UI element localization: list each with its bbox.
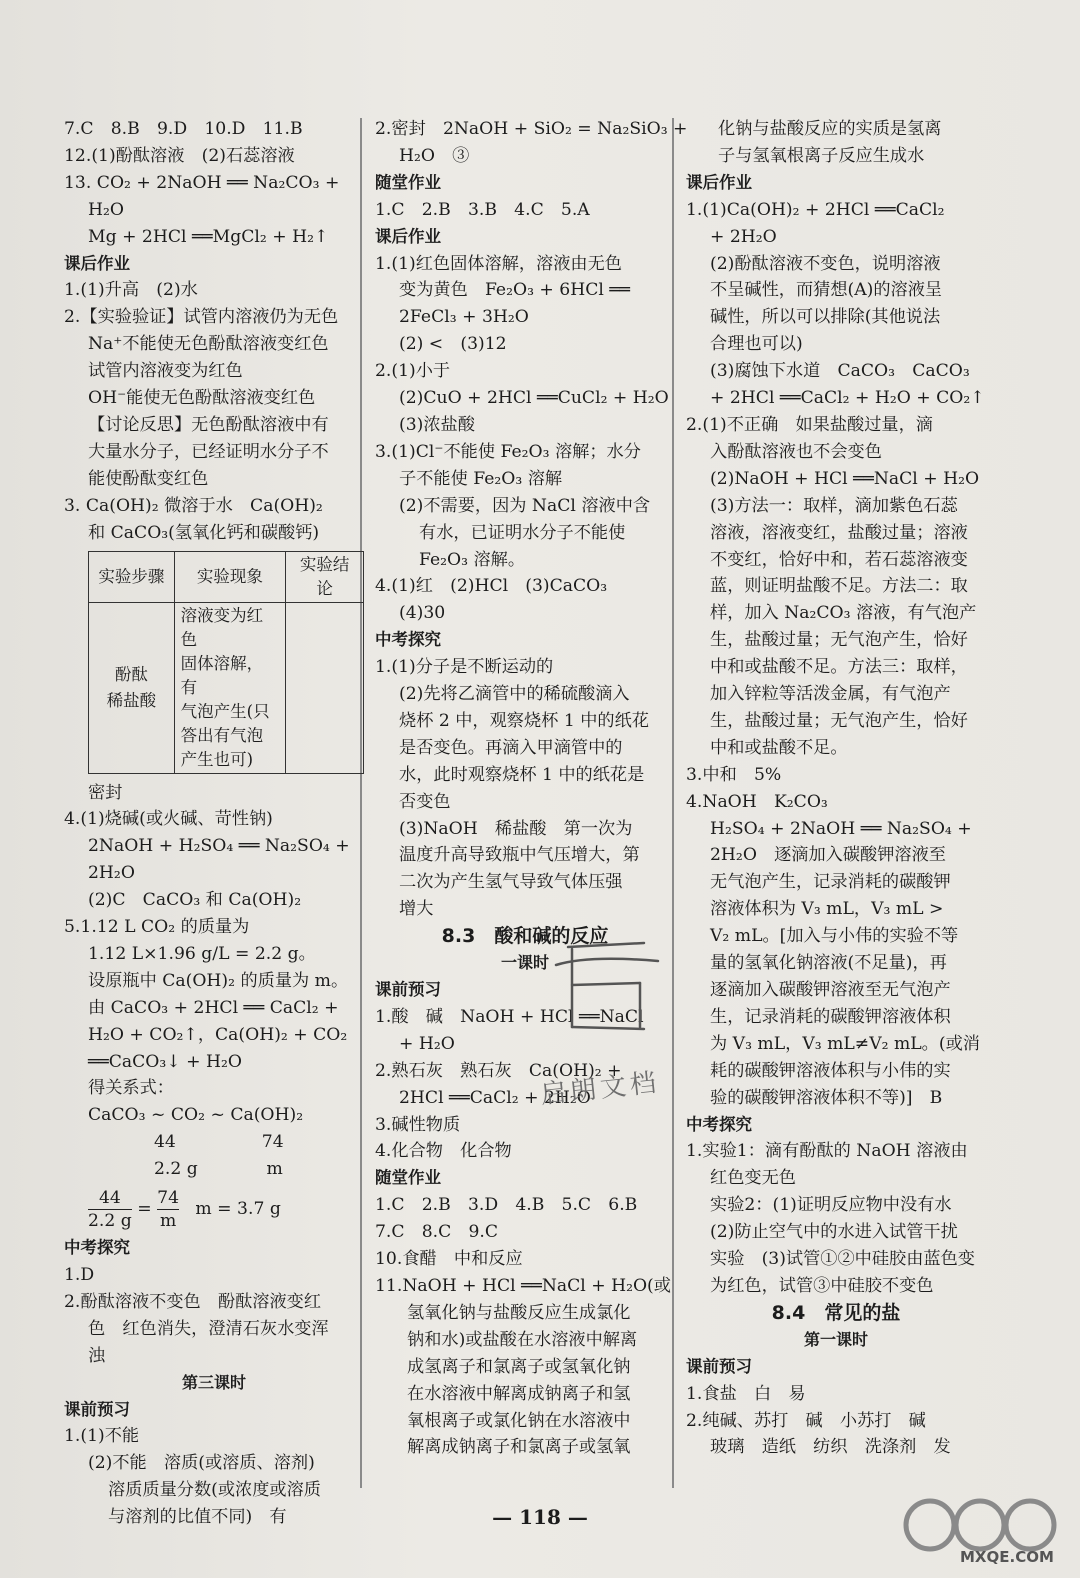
text-line: 玻璃 造纸 纺织 洗涤剂 发: [710, 1437, 951, 1458]
fraction: [88, 1187, 132, 1232]
watermark-text: 启朗文档: [539, 1067, 662, 1111]
text-line: 1.酸 碱 NaOH + HCl ══NaCl: [375, 1006, 644, 1027]
fraction-line: [64, 1183, 364, 1235]
text-line: 得关系式：: [88, 1078, 174, 1099]
text-line: 烧杯 2 中，观察烧杯 1 中的纸花: [399, 710, 649, 731]
text-line: Na⁺不能使无色酚酞溶液变红色: [88, 334, 329, 355]
text-line: CaCO₃ ~ CO₂ ~ Ca(OH)₂: [88, 1105, 304, 1126]
text-line: 2.酚酞溶液不变色 酚酞溶液变红: [64, 1291, 322, 1312]
cell-line: 气泡产生(只: [180, 701, 270, 721]
text-line: 生，盐酸过量；无气泡产生，恰好: [710, 710, 968, 731]
text-line: 密封: [88, 782, 123, 803]
text-line: (2)C CaCO₃ 和 Ca(OH)₂: [88, 890, 302, 911]
lesson-heading: 第一课时: [803, 1329, 868, 1349]
text-line: 变为黄色 Fe₂O₃ + 6HCl ══: [399, 280, 631, 301]
result: m = 3.7 g: [195, 1199, 281, 1220]
text-line: 13. CO₂ + 2NaOH ══ Na₂CO₃ +: [64, 172, 340, 193]
text-line: 解离成钠离子和氯离子或氢氧: [407, 1437, 631, 1458]
cell-line: 固体溶解，有: [180, 653, 264, 697]
equals-sign: =: [137, 1199, 152, 1220]
logo-text: MXQE.COM: [960, 1548, 1054, 1566]
section-heading: 随堂作业: [375, 172, 441, 192]
text-line: 钠和水)或盐酸在水溶液中解离: [407, 1329, 638, 1350]
text-line: 溶质质量分数(或浓度或溶质: [108, 1480, 321, 1501]
text-line: (2)不能 溶质(或溶质、溶剂): [88, 1453, 315, 1474]
text-line: 为红色，试管③中硅胶不变色: [710, 1275, 934, 1296]
text-line: 子不能使 Fe₂O₃ 溶解: [399, 468, 563, 489]
text-line: 在水溶液中解离成钠离子和氢: [407, 1383, 631, 1404]
table-header: 实验步骤: [89, 551, 175, 602]
text-line: 不呈碱性，而猜想(A)的溶液呈: [710, 280, 943, 301]
text-line: 大量水分子，已经证明水分子不: [88, 441, 329, 462]
text-line: 2NaOH + H₂SO₄ ══ Na₂SO₄ +: [88, 836, 350, 857]
text-line: 1.食盐 白 易: [686, 1383, 806, 1404]
text-line: 耗的碳酸钾溶液体积与小伟的实: [710, 1060, 951, 1081]
lesson-heading: 第三课时: [181, 1372, 246, 1392]
text-line: (3)NaOH 稀盐酸 第一次为: [399, 818, 633, 839]
text-line: (2) < (3)12: [399, 334, 507, 355]
text-line: 3. Ca(OH)₂ 微溶于水 Ca(OH)₂: [64, 495, 323, 516]
text-line: 不变红，恰好中和，若石蕊溶液变: [710, 549, 968, 570]
text-line: 2.密封 2NaOH + SiO₂ = Na₂SiO₃ +: [375, 119, 688, 139]
text-line: 1.(1)升高 (2)水: [64, 280, 198, 301]
table-cell-phenomenon: [174, 602, 285, 773]
text-line: 和 CaCO₃(氢氧化钙和碳酸钙): [88, 522, 320, 543]
section-heading: 中考探究: [686, 1114, 752, 1134]
section-heading: 随堂作业: [375, 1168, 441, 1188]
lesson-heading: 一课时: [500, 953, 549, 973]
text-line: Mg + 2HCl ══MgCl₂ + H₂↑: [88, 226, 329, 247]
text-line: 化钠与盐酸反应的实质是氢离: [718, 119, 942, 139]
text-line: (2)CuO + 2HCl ══CuCl₂ + H₂O: [399, 388, 669, 409]
text-line: 由 CaCO₃ + 2HCl ══ CaCl₂ +: [88, 997, 339, 1018]
text-line: 设原瓶中 Ca(OH)₂ 的质量为 m。: [88, 970, 349, 991]
text-line: OH⁻能使无色酚酞溶液变红色: [88, 388, 316, 409]
text-line: (3)腐蚀下水道 CaCO₃ CaCO₃: [710, 361, 970, 382]
text-line: 色 红色消失，澄清石灰水变浑: [88, 1318, 329, 1339]
chapter-heading: 8.3 酸和碱的反应: [441, 925, 609, 948]
text-line: 2.熟石灰 熟石灰 Ca(OH)₂ +: [375, 1060, 622, 1081]
text-line: 1.12 L×1.96 g/L = 2.2 g。: [88, 943, 316, 964]
cell-line: 产生也可): [180, 749, 254, 769]
text-line: (2)NaOH + HCl ══NaCl + H₂O: [710, 468, 980, 489]
cell-line: 溶液变为红色: [180, 605, 264, 649]
text-line: 试管内溶液变为红色: [88, 361, 243, 382]
text-line: 实验 (3)试管①②中硅胶由蓝色变: [710, 1249, 975, 1270]
text-line: 逐滴加入碳酸钾溶液至无气泡产: [710, 980, 951, 1000]
text-line: 2.【实验验证】试管内溶液仍为无色: [64, 307, 339, 328]
text-line: 1.(1)分子是不断运动的: [375, 657, 554, 678]
table-cell-conclusion: [286, 602, 364, 773]
column-2: [375, 116, 688, 1461]
text-line: 增大: [399, 899, 434, 920]
text-line: (2)防止空气中的水进入试管干扰: [710, 1222, 958, 1243]
text-line: 实验2：(1)证明反应物中没有水: [710, 1195, 952, 1216]
text-line: (2)先将乙滴管中的稀硫酸滴入: [399, 684, 630, 705]
text-line: 1.(1)红色固体溶解，溶液由无色: [375, 253, 622, 274]
column-1: [64, 116, 364, 1531]
text-line: 温度升高导致瓶中气压增大，第: [399, 845, 640, 866]
text-line: 3.碱性物质: [375, 1114, 461, 1135]
text-line: + H₂O: [399, 1033, 455, 1054]
text-line: ══CaCO₃↓ + H₂O: [88, 1051, 242, 1072]
text-line: 4.(1)红 (2)HCl (3)CaCO₃: [375, 576, 608, 597]
text-line: 二次为产生氢气导致气体压强: [399, 872, 623, 893]
text-line: 验的碳酸钾溶液体积不等)] B: [710, 1087, 943, 1108]
text-line: 无气泡产生，记录消耗的碳酸钾: [710, 872, 951, 893]
text-line: H₂O: [88, 199, 124, 220]
table-header: 实验现象: [174, 551, 285, 602]
section-heading: 课后作业: [686, 172, 752, 192]
text-line: 3.中和 5%: [686, 764, 782, 785]
text-line: 4.化合物 化合物: [375, 1141, 512, 1162]
text-line: 2FeCl₃ + 3H₂O: [399, 307, 529, 328]
text-line: 4.NaOH K₂CO₃: [686, 791, 828, 812]
text-line: 7.C 8.B 9.D 10.D 11.B: [64, 119, 303, 139]
handwritten-stamp-icon: [548, 935, 668, 1040]
text-line: H₂O ③: [399, 145, 470, 166]
text-line: 样，加入 Na₂CO₃ 溶液，有气泡产: [710, 603, 977, 624]
text-line: 为 V₃ mL，V₃ mL≠V₂ mL。(或消: [710, 1033, 980, 1054]
text-line: 2.(1)不正确 如果盐酸过量，滴: [686, 414, 933, 435]
text-line: 合理也可以): [710, 334, 803, 355]
section-heading: 中考探究: [64, 1238, 130, 1258]
text-line: (2)不需要，因为 NaCl 溶液中含: [399, 495, 651, 516]
text-line: + 2H₂O: [710, 226, 777, 247]
text-line: 碱性，所以可以排除(其他说法: [710, 307, 941, 328]
text-line: 溶液，溶液变红，盐酸过量；溶液: [710, 522, 968, 543]
text-line: 生，记录消耗的碳酸钾溶液体积: [710, 1006, 951, 1027]
text-line: 2.(1)小于: [375, 361, 451, 382]
text-line: V₂ mL。[加入与小伟的实验不等: [710, 926, 959, 947]
denominator: 2.2 g: [88, 1211, 132, 1232]
text-line: 10.食醋 中和反应: [375, 1249, 523, 1270]
text-line: 氢氧化钠与盐酸反应生成氯化: [407, 1302, 631, 1323]
text-line: 7.C 8.C 9.C: [375, 1222, 499, 1243]
text-line: 1.D: [64, 1265, 95, 1285]
cell-line: 答出有气泡: [180, 725, 264, 745]
text-line: 成氢离子和氯离子或氢氧化钠: [407, 1356, 631, 1377]
text-line: (3)浓盐酸: [399, 414, 475, 435]
text-line: 水，此时观察烧杯 1 中的纸花是: [399, 764, 645, 785]
text-line: (3)方法一：取样，滴加紫色石蕊: [710, 495, 958, 516]
text-line: 1.实验1：滴有酚酞的 NaOH 溶液由: [686, 1141, 968, 1162]
text-line: 3.(1)Cl⁻不能使 Fe₂O₃ 溶解；水分: [375, 441, 641, 462]
text-line: 2.纯碱、苏打 碱 小苏打 碱: [686, 1410, 926, 1431]
text-line: 子与氢氧根离子反应生成水: [718, 145, 925, 166]
text-line: 2H₂O: [88, 863, 135, 884]
denominator: m: [159, 1211, 177, 1232]
text-line: 1.(1)不能: [64, 1426, 140, 1447]
text-line: + 2HCl ══CaCl₂ + H₂O + CO₂↑: [710, 388, 985, 409]
text-line: 能使酚酞变红色: [88, 468, 209, 489]
table-cell-step: 酚酞 稀盐酸: [89, 602, 175, 773]
text-line: 生，盐酸过量；无气泡产生，恰好: [710, 630, 968, 651]
text-line: 溶液体积为 V₃ mL，V₃ mL >: [710, 899, 944, 920]
numerator: 44: [88, 1187, 132, 1210]
table-header: 实验结论: [286, 551, 364, 602]
section-heading: 课前预习: [686, 1356, 752, 1376]
text-line: 蓝，则证明盐酸不足。方法二：取: [710, 576, 968, 597]
numerator: 74: [157, 1188, 180, 1209]
text-line: 与溶剂的比值不同) 有: [108, 1507, 287, 1528]
page-number: — 118 —: [492, 1505, 588, 1529]
text-line: 【讨论反思】无色酚酞溶液中有: [88, 414, 329, 435]
section-heading: 中考探究: [375, 630, 441, 650]
experiment-table: [88, 551, 364, 774]
text-line: 1.C 2.B 3.B 4.C 5.A: [375, 199, 590, 220]
text-line: 11.NaOH + HCl ══NaCl + H₂O(或: [375, 1275, 671, 1296]
text-line: 2.2 g m: [154, 1159, 283, 1180]
text-line: 红色变无色: [710, 1168, 796, 1189]
column-3: [686, 116, 986, 1461]
text-line: 是否变色。再滴入甲滴管中的: [399, 737, 623, 758]
text-line: (4)30: [399, 603, 446, 624]
text-line: H₂O + CO₂↑，Ca(OH)₂ + CO₂: [88, 1024, 348, 1045]
fraction: [157, 1187, 179, 1232]
text-line: 5.1.12 L CO₂ 的质量为: [64, 917, 250, 938]
text-line: 否变色: [399, 791, 451, 812]
text-line: 12.(1)酚酞溶液 (2)石蕊溶液: [64, 145, 295, 166]
text-line: 1.(1)Ca(OH)₂ + 2HCl ══CaCl₂: [686, 199, 945, 220]
text-line: 氧根离子或氯化钠在水溶液中: [407, 1410, 631, 1431]
text-line: 有水，已证明水分子不能使: [419, 522, 626, 543]
section-heading: 课后作业: [375, 226, 441, 246]
text-line: (2)酚酞溶液不变色，说明溶液: [710, 253, 941, 274]
text-line: 2H₂O 逐滴加入碳酸钾溶液至: [710, 845, 946, 866]
text-line: 量的氢氧化钠溶液(不足量)，再: [710, 953, 947, 974]
section-heading: 课后作业: [64, 253, 130, 273]
text-line: 浊: [88, 1345, 106, 1366]
text-line: 入酚酞溶液也不会变色: [710, 441, 882, 462]
text-line: 1.C 2.B 3.D 4.B 5.C 6.B: [375, 1195, 638, 1216]
text-line: 4.(1)烧碱(或火碱、苛性钠): [64, 809, 273, 830]
text-line: Fe₂O₃ 溶解。: [419, 549, 526, 570]
text-line: 中和或盐酸不足。方法三：取样，: [710, 657, 968, 678]
text-line: 2HCl ══CaCl₂ + 2H₂O: [399, 1087, 591, 1108]
text-line: 中和或盐酸不足。: [710, 737, 848, 758]
text-line: 44 74: [154, 1132, 284, 1153]
section-heading: 课前预习: [375, 980, 441, 999]
text-line: 加入锌粒等活泼金属，有气泡产: [710, 684, 951, 705]
section-heading: 课前预习: [64, 1399, 130, 1419]
text-line: H₂SO₄ + 2NaOH ══ Na₂SO₄ +: [710, 818, 972, 839]
chapter-heading: 8.4 常见的盐: [771, 1301, 901, 1324]
